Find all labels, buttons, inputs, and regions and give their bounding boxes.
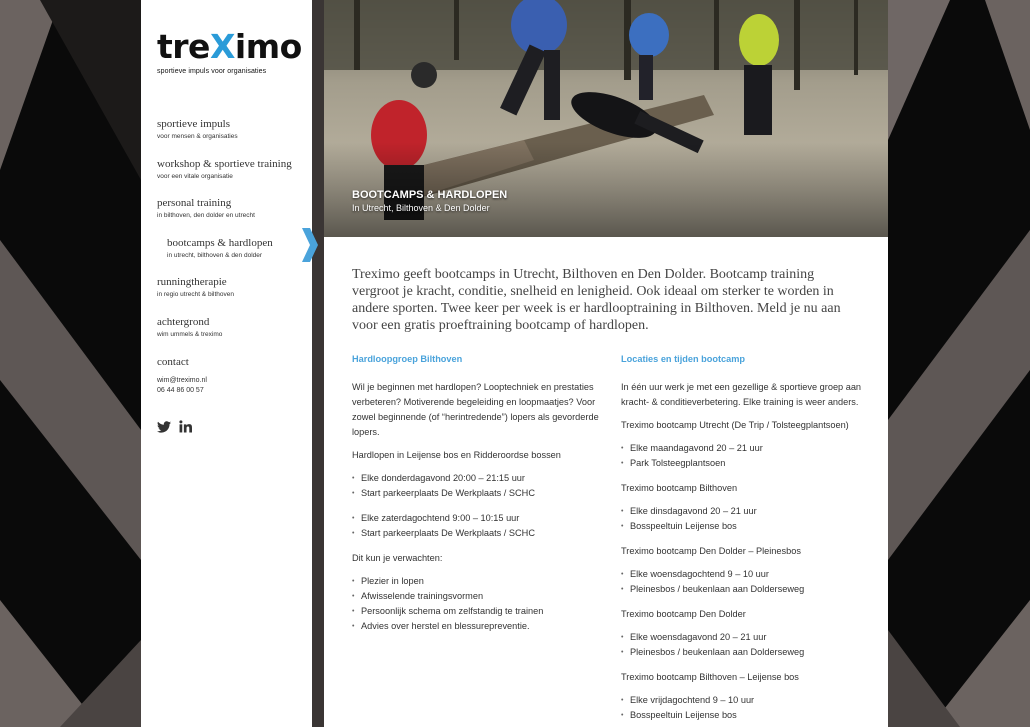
bootcamp-locations-heading: Locaties en tijden bootcamp bbox=[621, 354, 746, 364]
nav-item-title: workshop & sportieve training bbox=[157, 157, 292, 170]
location-schedule bbox=[621, 630, 871, 660]
main-nav bbox=[157, 118, 307, 355]
hardloopgroep-heading: Hardloopgroep Bilthoven bbox=[352, 354, 463, 364]
expectations-list bbox=[352, 574, 602, 634]
list-item: • Elke vrijdagochtend 9 – 10 uur bbox=[621, 693, 871, 708]
list-item: • Start parkeerplaats De Werkplaats / SCHC bbox=[352, 486, 602, 501]
expectations-label: Dit kun je verwachten: bbox=[352, 553, 443, 563]
nav-item-sub: in utrecht, bilthoven & den dolder bbox=[167, 251, 263, 259]
hero-subtitle: In Utrecht, Bilthoven & Den Dolder bbox=[352, 203, 490, 213]
nav-item-sub: voor een vitale organisatie bbox=[157, 172, 233, 180]
schedule-list-thursday bbox=[352, 471, 602, 501]
nav-item-sub: wim ummels & treximo bbox=[157, 330, 223, 338]
nav-item-workshop[interactable] bbox=[157, 158, 307, 198]
logo-tagline: sportieve impuls voor organisaties bbox=[157, 68, 267, 75]
list-item: • Elke zaterdagochtend 9:00 – 10:15 uur bbox=[352, 511, 602, 526]
nav-item-personal-training[interactable] bbox=[157, 197, 307, 237]
contact-email[interactable]: wim@treximo.nl bbox=[157, 377, 207, 384]
location-name: Treximo bootcamp Bilthoven – Leijense bos bbox=[621, 672, 799, 682]
list-item: • Afwisselende trainingsvormen bbox=[352, 589, 602, 604]
list-item: • Elke donderdagavond 20:00 – 21:15 uur bbox=[352, 471, 602, 486]
hardloopgroep-intro: Wil je beginnen met hardlopen? Looptechniek en prestaties verbeteren? Motiverende begeleiding en loopmaatjes? Voor zowel beginnende (of “herintredende”) lopers als gevorderde lopers. bbox=[352, 382, 599, 437]
list-item: • Pleinesbos / beukenlaan aan Dolderseweg bbox=[621, 645, 871, 660]
list-item: • Elke woensdagavond 20 – 21 uur bbox=[621, 630, 871, 645]
contact-block bbox=[157, 356, 207, 396]
hero-banner bbox=[324, 0, 888, 237]
list-item: • Bosspeeltuin Leijense bos bbox=[621, 708, 871, 723]
nav-item-sub: in regio utrecht & bilthoven bbox=[157, 291, 234, 298]
main-content bbox=[324, 0, 888, 727]
bootcamp-locations-column bbox=[621, 353, 871, 727]
nav-item-title: personal training bbox=[157, 197, 232, 209]
location-schedule bbox=[621, 441, 871, 471]
schedule-list-saturday bbox=[352, 511, 602, 541]
nav-item-sub: in bilthoven, den dolder en utrecht bbox=[157, 212, 255, 219]
intro-text: Treximo geeft bootcamps in Utrecht, Bilthoven en Den Dolder. Bootcamp training vergroot je kracht, conditie, snelheid en lenigheid. Ook ideaal om sterker te worden in andere sporten. Twee keer per week is er hardlooptraining in Bilthoven. Meld je nu aan voor een gratis proeftraining bootcamp of hardlopen. bbox=[352, 267, 841, 333]
nav-item-title: runningtherapie bbox=[157, 276, 227, 288]
location-name: Treximo bootcamp Utrecht (De Trip / Tolsteegplantsoen) bbox=[621, 420, 849, 430]
hardloopgroep-location: Hardlopen in Leijense bos en Ridderoordse bossen bbox=[352, 450, 561, 460]
list-item: • Start parkeerplaats De Werkplaats / SCHC bbox=[352, 526, 602, 541]
linkedin-icon[interactable] bbox=[179, 420, 192, 438]
list-item: • Persoonlijk schema om zelfstandig te trainen bbox=[352, 604, 602, 619]
social-links bbox=[157, 420, 192, 438]
twitter-icon[interactable] bbox=[157, 420, 171, 438]
location-schedule bbox=[621, 567, 871, 597]
location-name: Treximo bootcamp Den Dolder bbox=[621, 609, 746, 619]
contact-phone[interactable]: 06 44 86 00 57 bbox=[157, 387, 204, 394]
logo[interactable] bbox=[157, 27, 302, 75]
hero-photo bbox=[324, 0, 888, 237]
nav-item-runningtherapie[interactable] bbox=[157, 276, 307, 316]
list-item: • Plezier in lopen bbox=[352, 574, 602, 589]
location-schedule bbox=[621, 693, 871, 723]
nav-item-sub: voor mensen & organisaties bbox=[157, 133, 238, 140]
list-item: • Pleinesbos / beukenlaan aan Dolderseweg bbox=[621, 582, 871, 597]
nav-item-achtergrond[interactable] bbox=[157, 316, 307, 356]
list-item: • Elke woensdagochtend 9 – 10 uur bbox=[621, 567, 871, 582]
list-item: • Advies over herstel en blessurepreventie. bbox=[352, 619, 602, 634]
list-item: • Bosspeeltuin Leijense bos bbox=[621, 519, 871, 534]
logo-part-post: imo bbox=[234, 27, 302, 66]
nav-item-title: bootcamps & hardlopen bbox=[167, 236, 273, 249]
nav-item-bootcamps[interactable] bbox=[157, 237, 307, 277]
hardloopgroep-column bbox=[352, 353, 602, 644]
list-item: • Elke dinsdagavond 20 – 21 uur bbox=[621, 504, 871, 519]
contact-link[interactable]: contact bbox=[157, 356, 189, 368]
hero-title: BOOTCAMPS & HARDLOPEN bbox=[352, 189, 508, 201]
logo-part-pre: tre bbox=[157, 27, 210, 66]
logo-wordmark[interactable] bbox=[157, 27, 302, 66]
location-name: Treximo bootcamp Den Dolder – Pleinesbos bbox=[621, 546, 801, 556]
nav-item-title: achtergrond bbox=[157, 315, 210, 328]
nav-item-title: sportieve impuls bbox=[157, 118, 231, 130]
nav-item-sportieve-impuls[interactable] bbox=[157, 118, 307, 158]
location-schedule bbox=[621, 504, 871, 534]
list-item: • Elke maandagavond 20 – 21 uur bbox=[621, 441, 871, 456]
sidebar bbox=[141, 0, 312, 727]
list-item: • Park Tolsteegplantsoen bbox=[621, 456, 871, 471]
logo-part-x: X bbox=[209, 27, 235, 66]
location-name: Treximo bootcamp Bilthoven bbox=[621, 483, 738, 493]
active-nav-arrow bbox=[302, 228, 318, 262]
bootcamp-intro: In één uur werk je met een gezellige & sportieve groep aan kracht- & conditieverbetering. Elke training is weer anders. bbox=[621, 382, 862, 407]
